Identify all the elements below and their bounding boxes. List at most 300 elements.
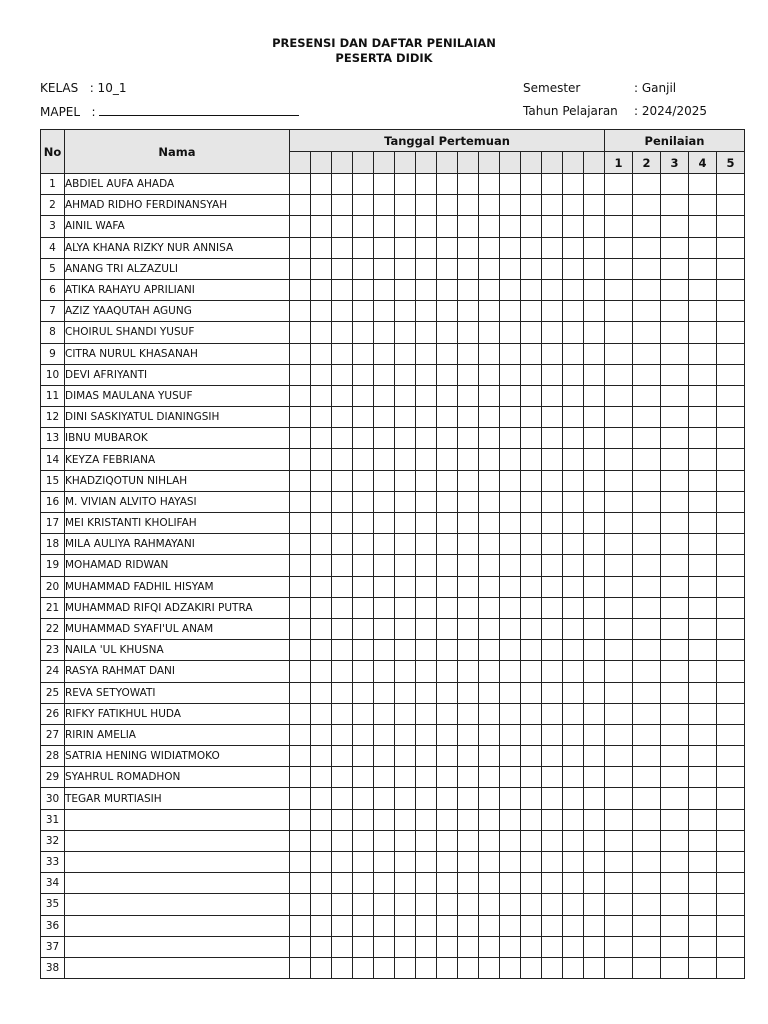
attendance-cell [395,258,416,279]
attendance-cell [353,513,374,534]
attendance-cell [353,195,374,216]
attendance-cell [563,385,584,406]
attendance-cell [395,830,416,851]
attendance-cell [437,640,458,661]
attendance-cell [374,576,395,597]
attendance-cell [416,301,437,322]
attendance-cell [416,788,437,809]
attendance-cell [353,449,374,470]
tahun-label: Tahun Pelajaran [523,104,618,118]
row-number: 24 [41,661,65,682]
grade-cell [661,491,689,512]
attendance-cell [290,597,311,618]
attendance-cell [416,258,437,279]
attendance-cell [290,301,311,322]
attendance-cell [584,174,605,195]
attendance-cell [332,894,353,915]
student-row [41,618,745,639]
grade-cell [661,237,689,258]
attendance-cell [584,788,605,809]
attendance-cell [542,174,563,195]
attendance-cell [521,640,542,661]
attendance-cell [563,174,584,195]
attendance-cell [500,237,521,258]
attendance-cell [332,513,353,534]
attendance-cell [500,915,521,936]
attendance-cell [542,915,563,936]
attendance-cell [290,279,311,300]
attendance-cell [290,322,311,343]
attendance-cell [437,279,458,300]
attendance-cell [416,237,437,258]
grade-cell [661,279,689,300]
attendance-cell [353,809,374,830]
student-row [41,957,745,978]
attendance-cell [542,364,563,385]
attendance-cell [332,555,353,576]
grade-cell [717,385,745,406]
student-row [41,407,745,428]
grade-cell [717,830,745,851]
attendance-cell [374,852,395,873]
attendance-cell [332,618,353,639]
attendance-cell [374,407,395,428]
grade-cell [717,703,745,724]
student-row [41,576,745,597]
date-column-header [437,152,458,174]
student-name: RASYA RAHMAT DANI [65,661,290,682]
grade-cell [661,449,689,470]
grade-cell [633,343,661,364]
attendance-cell [500,491,521,512]
attendance-cell [521,216,542,237]
attendance-cell [332,661,353,682]
date-column-header [521,152,542,174]
attendance-cell [311,640,332,661]
attendance-cell [437,682,458,703]
grade-cell [605,809,633,830]
attendance-cell [395,618,416,639]
attendance-cell [437,216,458,237]
attendance-cell [500,767,521,788]
row-number: 5 [41,258,65,279]
attendance-cell [458,936,479,957]
attendance-cell [311,936,332,957]
grade-cell [605,957,633,978]
attendance-cell [416,809,437,830]
attendance-cell [458,428,479,449]
attendance-cell [584,767,605,788]
student-row [41,936,745,957]
attendance-cell [521,724,542,745]
attendance-cell [437,174,458,195]
attendance-cell [542,534,563,555]
student-name: MUHAMMAD FADHIL HISYAM [65,576,290,597]
header-row [41,130,745,152]
attendance-cell [416,385,437,406]
attendance-cell [584,428,605,449]
student-name: SATRIA HENING WIDIATMOKO [65,746,290,767]
row-number: 9 [41,343,65,364]
attendance-cell [416,936,437,957]
attendance-cell [521,385,542,406]
grade-cell [689,195,717,216]
attendance-cell [458,576,479,597]
attendance-cell [458,915,479,936]
attendance-cell [584,279,605,300]
attendance-cell [542,195,563,216]
attendance-cell [374,618,395,639]
attendance-cell [479,364,500,385]
row-number: 16 [41,491,65,512]
attendance-cell [563,258,584,279]
attendance-cell [563,555,584,576]
attendance-cell [479,555,500,576]
attendance-cell [479,597,500,618]
grade-cell [605,195,633,216]
attendance-cell [374,809,395,830]
attendance-cell [500,873,521,894]
attendance-cell [521,428,542,449]
attendance-cell [521,830,542,851]
attendance-cell [374,174,395,195]
student-row [41,428,745,449]
attendance-cell [416,364,437,385]
attendance-cell [458,216,479,237]
attendance-cell [521,809,542,830]
grade-cell [633,618,661,639]
grade-cell [717,470,745,491]
grade-cell [605,513,633,534]
attendance-cell [416,852,437,873]
attendance-cell [563,661,584,682]
attendance-cell [542,279,563,300]
attendance-cell [437,618,458,639]
grade-cell [717,788,745,809]
attendance-cell [332,364,353,385]
attendance-cell [395,852,416,873]
attendance-cell [521,746,542,767]
penilaian-column-1: 1 [605,152,633,174]
attendance-cell [332,703,353,724]
attendance-cell [521,237,542,258]
grade-cell [661,640,689,661]
attendance-cell [374,957,395,978]
grade-cell [605,343,633,364]
attendance-cell [311,661,332,682]
attendance-cell [374,364,395,385]
attendance-cell [374,915,395,936]
attendance-cell [584,449,605,470]
attendance-cell [290,449,311,470]
grade-cell [605,279,633,300]
attendance-table [40,129,745,979]
attendance-cell [416,343,437,364]
attendance-cell [311,195,332,216]
attendance-cell [458,788,479,809]
attendance-cell [416,915,437,936]
student-name [65,894,290,915]
attendance-cell [521,534,542,555]
attendance-cell [353,301,374,322]
attendance-cell [584,682,605,703]
grade-cell [633,576,661,597]
attendance-cell [395,279,416,300]
student-name: NAILA 'UL KHUSNA [65,640,290,661]
attendance-cell [395,301,416,322]
grade-cell [689,809,717,830]
attendance-cell [311,513,332,534]
attendance-cell [437,873,458,894]
grade-cell [605,258,633,279]
attendance-cell [290,385,311,406]
attendance-cell [563,534,584,555]
attendance-cell [437,513,458,534]
grade-cell [661,258,689,279]
attendance-cell [290,788,311,809]
attendance-cell [437,661,458,682]
grade-cell [717,767,745,788]
attendance-cell [311,174,332,195]
attendance-cell [584,237,605,258]
attendance-cell [458,724,479,745]
attendance-cell [458,703,479,724]
grade-cell [661,364,689,385]
attendance-cell [311,746,332,767]
attendance-cell [479,661,500,682]
attendance-cell [437,343,458,364]
attendance-cell [311,491,332,512]
grade-cell [717,491,745,512]
grade-cell [633,385,661,406]
attendance-cell [479,809,500,830]
grade-cell [717,957,745,978]
attendance-cell [563,830,584,851]
attendance-cell [353,237,374,258]
kelas-value: : 10_1 [89,81,127,95]
attendance-cell [332,936,353,957]
attendance-cell [458,491,479,512]
row-number: 14 [41,449,65,470]
grade-cell [661,618,689,639]
grade-cell [661,597,689,618]
attendance-cell [584,703,605,724]
attendance-cell [563,597,584,618]
attendance-cell [416,322,437,343]
grade-cell [661,661,689,682]
grade-cell [633,788,661,809]
student-row [41,724,745,745]
grade-cell [633,830,661,851]
attendance-cell [290,237,311,258]
grade-cell [633,195,661,216]
attendance-cell [416,703,437,724]
attendance-cell [437,703,458,724]
attendance-cell [395,682,416,703]
attendance-cell [563,682,584,703]
grade-cell [661,788,689,809]
attendance-cell [542,343,563,364]
grade-cell [633,809,661,830]
attendance-cell [395,237,416,258]
attendance-cell [437,576,458,597]
student-row [41,174,745,195]
grade-cell [717,618,745,639]
grade-cell [633,513,661,534]
attendance-cell [374,513,395,534]
attendance-cell [479,957,500,978]
attendance-cell [437,724,458,745]
attendance-cell [542,682,563,703]
student-name: AZIZ YAAQUTAH AGUNG [65,301,290,322]
attendance-cell [584,957,605,978]
attendance-cell [500,428,521,449]
grade-cell [633,449,661,470]
attendance-cell [542,618,563,639]
grade-cell [633,534,661,555]
row-number: 10 [41,364,65,385]
attendance-cell [584,385,605,406]
attendance-cell [521,491,542,512]
attendance-cell [290,661,311,682]
attendance-cell [290,491,311,512]
attendance-cell [563,195,584,216]
grade-cell [605,385,633,406]
attendance-cell [311,385,332,406]
attendance-cell [395,195,416,216]
attendance-cell [500,852,521,873]
grade-cell [661,470,689,491]
student-row [41,640,745,661]
attendance-cell [458,195,479,216]
attendance-cell [416,470,437,491]
student-name: CITRA NURUL KHASANAH [65,343,290,364]
attendance-cell [311,597,332,618]
grade-cell [661,915,689,936]
attendance-cell [584,301,605,322]
attendance-cell [290,470,311,491]
attendance-cell [437,830,458,851]
attendance-cell [374,385,395,406]
grade-cell [689,788,717,809]
student-name: MILA AULIYA RAHMAYANI [65,534,290,555]
attendance-cell [395,576,416,597]
grade-cell [633,470,661,491]
attendance-cell [542,957,563,978]
grade-cell [717,513,745,534]
attendance-cell [311,809,332,830]
attendance-cell [416,830,437,851]
attendance-cell [500,957,521,978]
attendance-cell [437,195,458,216]
attendance-cell [437,301,458,322]
grade-cell [689,597,717,618]
grade-cell [605,618,633,639]
header-no: No [41,130,65,174]
attendance-cell [395,767,416,788]
attendance-cell [290,703,311,724]
attendance-cell [395,724,416,745]
grade-cell [689,449,717,470]
attendance-cell [353,788,374,809]
grade-cell [689,618,717,639]
grade-cell [689,174,717,195]
attendance-cell [584,661,605,682]
grade-cell [717,343,745,364]
attendance-cell [416,724,437,745]
attendance-cell [542,809,563,830]
attendance-cell [542,746,563,767]
attendance-cell [311,534,332,555]
grade-cell [633,873,661,894]
attendance-cell [416,534,437,555]
attendance-cell [458,957,479,978]
grade-cell [689,470,717,491]
attendance-cell [542,894,563,915]
row-number: 13 [41,428,65,449]
row-number: 3 [41,216,65,237]
attendance-cell [458,661,479,682]
grade-cell [661,343,689,364]
attendance-cell [542,407,563,428]
student-row [41,343,745,364]
attendance-cell [521,661,542,682]
attendance-cell [458,682,479,703]
attendance-cell [437,428,458,449]
attendance-cell [479,534,500,555]
attendance-cell [332,301,353,322]
attendance-cell [332,576,353,597]
grade-cell [633,936,661,957]
date-column-header [416,152,437,174]
attendance-cell [458,555,479,576]
grade-cell [633,767,661,788]
attendance-cell [290,555,311,576]
attendance-cell [311,555,332,576]
attendance-cell [584,322,605,343]
attendance-cell [563,640,584,661]
grade-cell [717,873,745,894]
grade-cell [717,322,745,343]
attendance-cell [374,767,395,788]
student-name [65,936,290,957]
grade-cell [633,216,661,237]
attendance-cell [584,364,605,385]
attendance-cell [563,216,584,237]
kelas-label: KELAS [40,81,79,95]
grade-cell [689,513,717,534]
attendance-cell [353,597,374,618]
student-name: TEGAR MURTIASIH [65,788,290,809]
attendance-cell [521,936,542,957]
row-number: 38 [41,957,65,978]
attendance-cell [563,788,584,809]
penilaian-column-5: 5 [717,152,745,174]
attendance-cell [416,555,437,576]
grade-cell [689,894,717,915]
student-name: KHADZIQOTUN NIHLAH [65,470,290,491]
grade-cell [661,957,689,978]
attendance-cell [563,724,584,745]
row-number: 27 [41,724,65,745]
attendance-cell [332,491,353,512]
document-title: PRESENSI DAN DAFTAR PENILAIAN [272,36,496,50]
student-row [41,258,745,279]
row-number: 12 [41,407,65,428]
grade-cell [605,428,633,449]
grade-cell [689,322,717,343]
attendance-cell [332,343,353,364]
